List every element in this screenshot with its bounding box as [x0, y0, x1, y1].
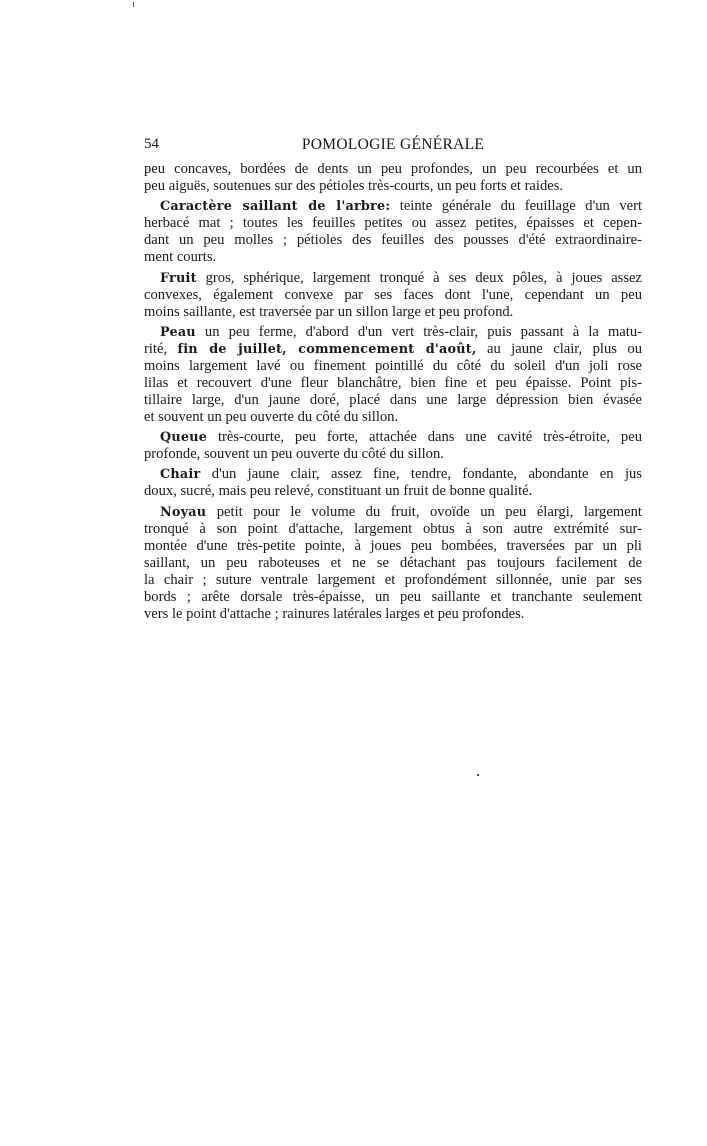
- text-segment: moins saillante, est traversée par un sillon large et peu profond.: [144, 303, 514, 320]
- bold-term: Peau: [160, 324, 196, 340]
- text-line: [144, 504, 642, 521]
- text-line: [144, 161, 642, 178]
- text-segment: ment courts.: [144, 249, 217, 266]
- text-segment: peu aiguës, soutenues sur des pétioles très-courts, un peu forts et raides.: [144, 178, 564, 194]
- text-segment: tillaire large, d'un jaune doré, placé dans une large dépression bien évasée: [144, 391, 642, 408]
- page-number: 54: [144, 136, 159, 152]
- text-line: [144, 287, 642, 304]
- text-segment: rité,: [144, 340, 178, 357]
- bold-term: Noyau: [160, 504, 207, 520]
- paragraph: [144, 466, 642, 500]
- text-line: [144, 178, 642, 195]
- text-segment: et souvent un peu ouverte du côté du sillon.: [144, 408, 399, 425]
- text-line: [144, 538, 642, 555]
- bold-term: fin de juillet, commencement d'août,: [177, 341, 477, 357]
- bold-term: Caractère saillant de l'arbre:: [160, 199, 391, 215]
- bold-term: Chair: [160, 467, 201, 483]
- running-title: POMOLOGIE GÉNÉRALE: [301, 136, 485, 153]
- text-line: [144, 358, 642, 375]
- text-line: [144, 341, 642, 358]
- text-line: [144, 215, 642, 232]
- text-segment: au jaune clair, plus ou: [476, 340, 642, 357]
- text-segment: petit pour le volume du fruit, ovoïde un peu élargi, largement: [206, 503, 642, 520]
- text-line: [144, 409, 642, 426]
- text-segment: convexes, également convexe par ses faces dont l'une, cependant un peu: [144, 286, 642, 303]
- paragraph: [144, 161, 642, 195]
- text-line: [144, 304, 642, 321]
- text-segment: montée d'une très-petite pointe, à joues peu bombées, traversées par un pli: [144, 537, 642, 554]
- bold-term: Fruit: [160, 270, 197, 286]
- text-segment: doux, sucré, mais peu relevé, constituant un fruit de bonne qualité.: [144, 483, 533, 500]
- text-line: [144, 483, 642, 500]
- paragraph: [144, 198, 642, 266]
- text-line: [144, 555, 642, 572]
- bold-term: Queue: [160, 430, 208, 446]
- paragraph: [144, 270, 642, 321]
- text-line: [144, 521, 642, 538]
- paragraph: [144, 324, 642, 426]
- text-line: [144, 375, 642, 392]
- text-segment: lilas et recouvert d'une fleur blanchâtre, bien fine et peu épaisse. Point pis-: [144, 374, 642, 391]
- paragraph: [144, 429, 642, 463]
- text-segment: d'un jaune clair, assez fine, tendre, fondante, abondante en jus: [200, 466, 642, 483]
- text-segment: teinte générale du feuillage d'un vert: [390, 198, 643, 215]
- text-segment: un peu ferme, d'abord d'un vert très-clair, puis passant à la matu-: [195, 323, 642, 340]
- text-line: [144, 270, 642, 287]
- text-line: [144, 589, 642, 606]
- text-segment: dant un peu molles ; pétioles des feuilles des pousses d'été extraordinaire-: [144, 232, 642, 249]
- text-line: [144, 572, 642, 589]
- text-line: [144, 446, 642, 463]
- body-text: [144, 161, 642, 626]
- text-line: [144, 198, 642, 215]
- text-segment: herbacé mat ; toutes les feuilles petites ou assez petites, épaisses et cepen-: [144, 215, 642, 232]
- text-segment: la chair ; suture ventrale largement et profondément sillonnée, unie par ses: [144, 571, 642, 588]
- text-segment: moins largement lavé ou finement pointillé du côté du soleil d'un joli rose: [144, 357, 642, 374]
- text-line: [144, 232, 642, 249]
- text-line: [144, 429, 642, 446]
- text-segment: très-courte, peu forte, attachée dans une cavité très-étroite, peu: [207, 429, 642, 446]
- text-line: [144, 392, 642, 409]
- text-line: [144, 324, 642, 341]
- text-line: [144, 466, 642, 483]
- text-line: [144, 249, 642, 266]
- page-header: [144, 136, 642, 156]
- text-segment: profonde, souvent un peu ouverte du côté du sillon.: [144, 446, 444, 463]
- text-segment: vers le point d'attache ; rainures latérales larges et peu profondes.: [144, 605, 525, 622]
- scan-speck: [133, 2, 134, 7]
- paragraph: [144, 504, 642, 623]
- text-segment: bords ; arête dorsale très-épaisse, un peu saillante et tranchante seulement: [144, 588, 642, 605]
- scan-speck: [477, 774, 479, 776]
- text-segment: tronqué à son point d'attache, largement obtus à son autre extrémité sur-: [144, 520, 642, 537]
- text-line: [144, 606, 642, 623]
- text-segment: peu concaves, bordées de dents un peu profondes, un peu recourbées et un: [144, 161, 642, 177]
- text-segment: gros, sphérique, largement tronqué à ses deux pôles, à joues assez: [196, 269, 642, 286]
- text-segment: saillant, un peu raboteuses et ne se détachant pas toujours facilement de: [144, 554, 642, 571]
